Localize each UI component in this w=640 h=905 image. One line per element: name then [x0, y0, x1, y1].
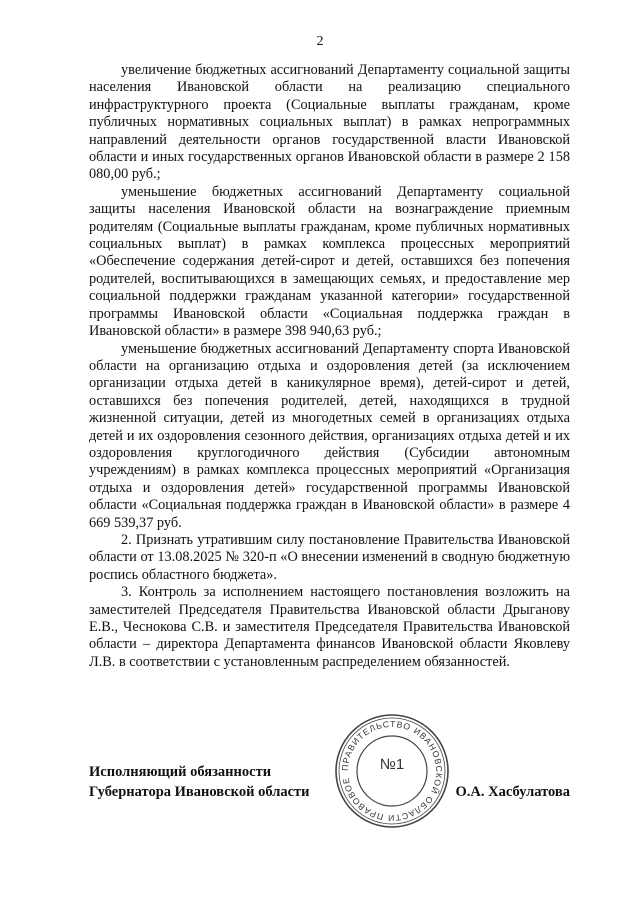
official-stamp	[333, 712, 451, 830]
stamp-number: №1	[379, 756, 405, 773]
paragraph-item-3: 3. Контроль за исполнением настоящего постановления возложить на заместителей Председателя Правительства Ивановской области Дрыганову Е.В., Чеснокова С.В. и заместителя Председателя Правительства Ивановской области – директора Департамента финансов Ивановской области Яковлеву Л.В. в соответствии с установленным распределением обязанностей.	[89, 584, 570, 670]
paragraph-budget-decrease-social: уменьшение бюджетных ассигнований Департаменту социальной защиты населения Ивановской области на вознаграждение приемным родителям (Социальные выплаты гражданам, кроме публичных нормативных социальных выплат) в рамках комплекса процессных мероприятий «Обеспечение содержания детей-сирот и детей, оставшихся без попечения родителей, воспитывающихся в замещающих семьях, и предоставление мер социальной поддержки гражданам указанной категории» государственной программы Ивановской области «Социальная поддержка граждан в Ивановской области» в размере 398 940,63 руб.;	[89, 183, 570, 340]
stamp-ring-text: ПРАВИТЕЛЬСТВО ИВАНОВСКОЙ ОБЛАСТИ ПРАВОВОЕ	[339, 718, 445, 824]
paragraph-item-2: 2. Признать утратившим силу постановление Правительства Ивановской области от 13.08.2025 № 320-п «О внесении изменений в сводную бюджетную роспись областного бюджета».	[89, 531, 570, 583]
document-body	[89, 62, 570, 671]
signatory-title-line-1: Исполняющий обязанности	[89, 764, 272, 780]
paragraph-budget-increase: увеличение бюджетных ассигнований Департаменту социальной защиты населения Ивановской области на реализацию специального инфраструктурного проекта (Социальные выплаты гражданам, кроме публичных нормативных социальных выплат) в рамках непрограммных направлений деятельности органов государственной власти Ивановской области и иных государственных органов Ивановской области в размере 2 158 080,00 руб.;	[89, 62, 570, 183]
page-number: 2	[316, 34, 324, 49]
signatory-title-line-2: Губернатора Ивановской области	[89, 784, 310, 800]
signatory-name: О.А. Хасбулатова	[455, 784, 570, 800]
signatory-title	[89, 762, 310, 802]
signature-block	[89, 718, 570, 882]
paragraph-budget-decrease-sport: уменьшение бюджетных ассигнований Департаменту спорта Ивановской области на организацию отдыха и оздоровления детей (за исключением организации отдыха детей в каникулярное время), детей-сирот и детей, оставшихся без попечения родителей, детей, находящихся в трудной жизненной ситуации, детей из многодетных семей в организациях отдыха детей и их оздоровления сезонного действия, организациях отдыха детей и их оздоровления круглогодичного действия (Субсидии автономным учреждениям) в рамках комплекса процессных мероприятий «Организация отдыха и оздоровления детей» государственной программы Ивановской области «Социальная поддержка граждан в Ивановской области» в размере 4 669 539,37 руб.	[89, 340, 570, 531]
